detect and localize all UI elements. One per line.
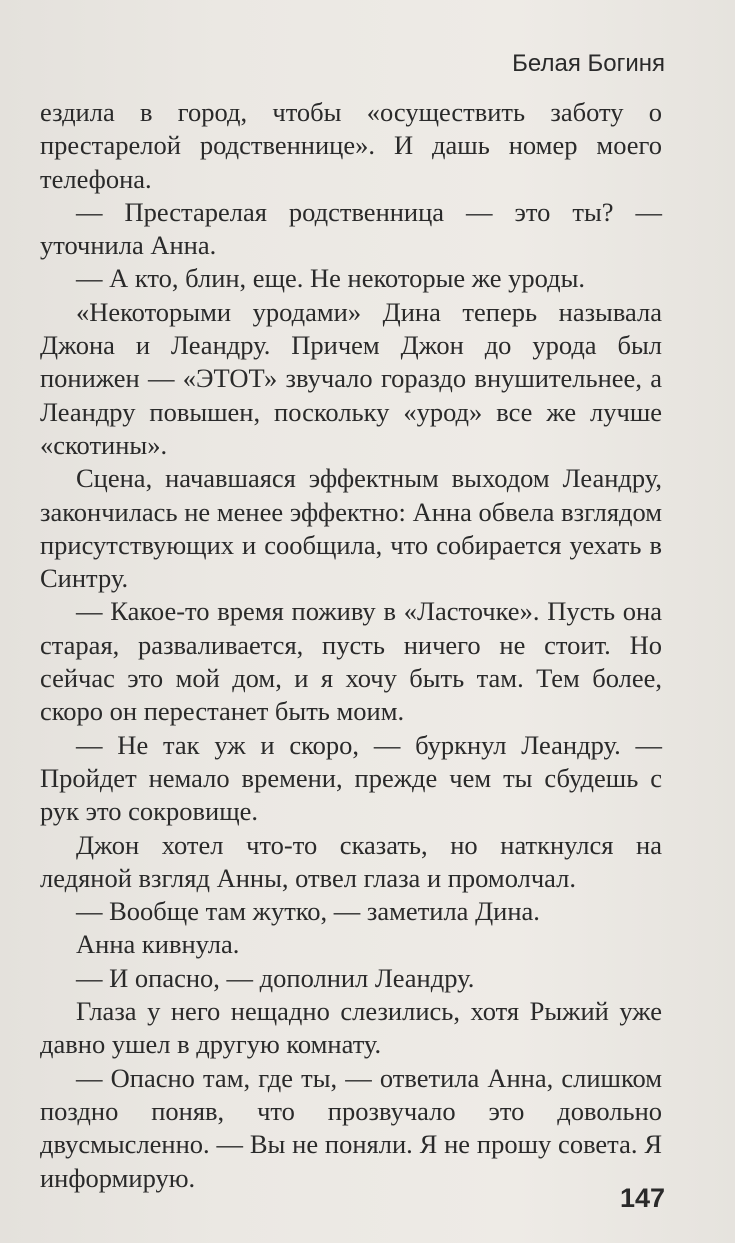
body-text [40, 96, 662, 1195]
paragraph: Анна кивнула. [76, 929, 240, 960]
paragraph: «Некоторыми уродами» Дина теперь называла Джона и Леандру. Причем Джон до урода был понижен — «ЭТОТ» звучало гораздо внушительнее, а Леандру повышен, поскольку «урод» все же лучше «скотины». [40, 296, 662, 460]
running-title: Белая Богиня [512, 50, 665, 77]
paragraph: — Престарелая родственница — это ты? — уточнила Анна. [40, 196, 662, 261]
paragraph: ездила в город, чтобы «осуществить заботу о престарелой родственнице». И дашь номер моего телефона. [40, 97, 662, 194]
paragraph: — Не так уж и скоро, — буркнул Леандру. — Пройдет немало времени, прежде чем ты сбудешь с рук это сокровище. [40, 729, 662, 827]
paragraph: — А кто, блин, еще. Не некоторые же уроды. [76, 263, 586, 294]
paragraph: — И опасно, — дополнил Леандру. [76, 962, 475, 993]
paragraph: — Какое-то время поживу в «Ласточке». Пусть она старая, разваливается, пусть ничего не стоит. Но сейчас это мой дом, и я хочу быть там. Тем более, скоро он перестанет быть моим. [40, 596, 662, 727]
paragraph: Глаза у него нещадно слезились, хотя Рыжий уже давно ушел в другую комнату. [40, 996, 662, 1060]
paragraph: Сцена, начавшаяся эффектным выходом Леандру, закончилась не менее эффектно: Анна обвела взглядом присутствующих и сообщила, что собирается уехать в Синтру. [40, 463, 662, 594]
page-number: 147 [619, 1183, 665, 1213]
paragraph: Джон хотел что-то сказать, но наткнулся на ледяной взгляд Анны, отвел глаза и промолчал. [40, 829, 662, 893]
paragraph: — Опасно там, где ты, — ответила Анна, слишком поздно поняв, что прозвучало это довольно двусмысленно. — Вы не поняли. Я не прошу совета. Я информирую. [40, 1062, 662, 1193]
paragraph: — Вообще там жутко, — заметила Дина. [76, 896, 540, 927]
